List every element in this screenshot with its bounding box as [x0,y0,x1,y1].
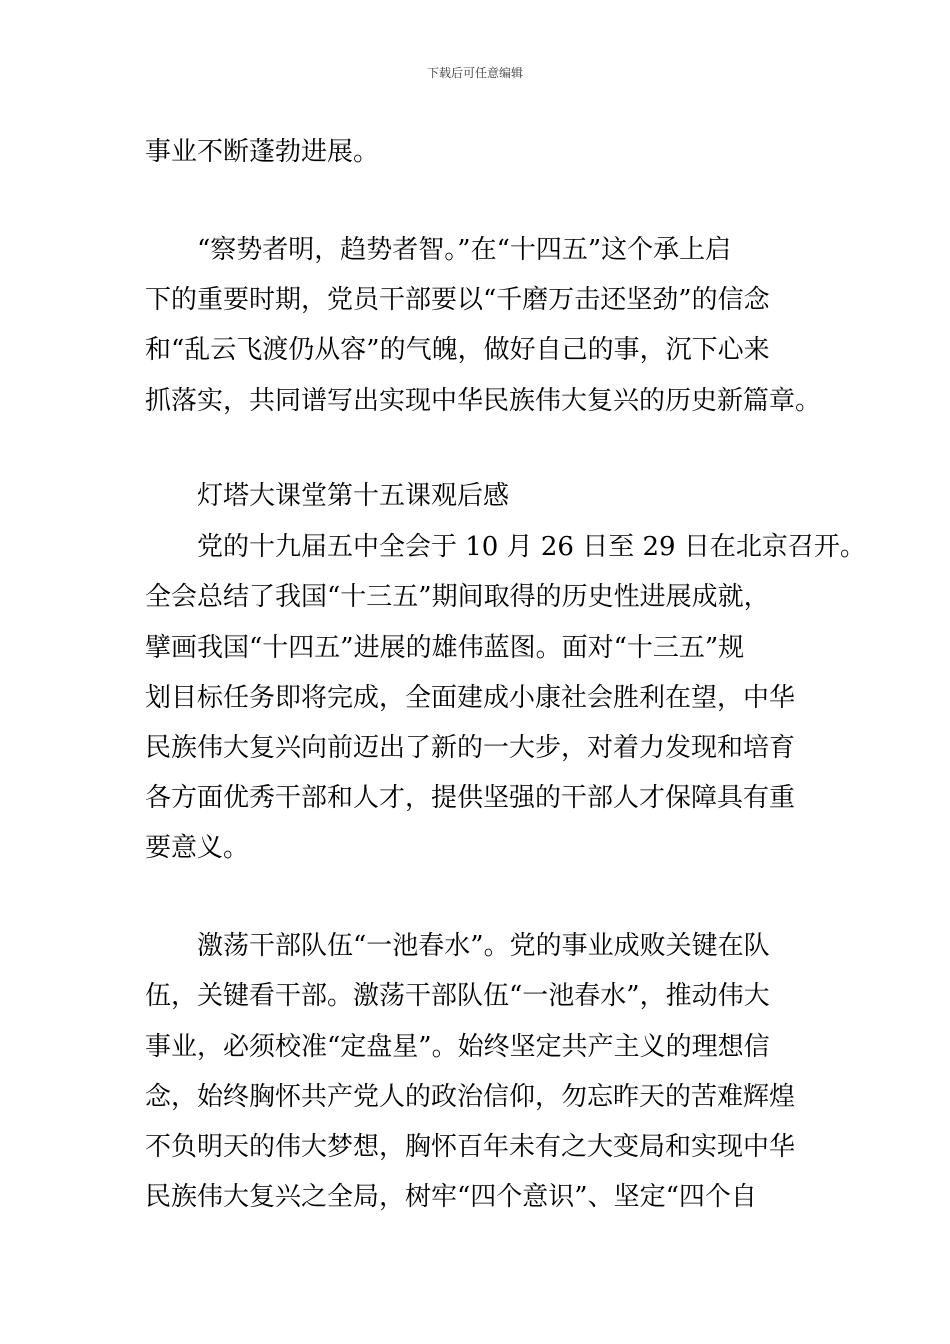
body-line: 和“乱云飞渡仍从容”的气魄，做好自己的事，沉下心来 [145,335,770,365]
body-line: 事业不断蓬勃进展。 [145,137,380,167]
body-line: 伍，关键看干部。激荡干部队伍“一池春水”，推动伟大 [145,981,770,1011]
page-header: 下载后可任意编辑 [426,66,523,80]
body-line: 民族伟大复兴之全局，树牢“四个意识”、坚定“四个自 [145,1182,757,1212]
body-line: 下的重要时期，党员干部要以“千磨万击还坚劲”的信念 [145,285,770,315]
body-line: 事业，必须校准“定盘星”。始终坚定共产主义的理想信 [145,1032,770,1062]
body-line: 激荡干部队伍“一池春水”。党的事业成败关键在队 [197,931,770,961]
body-line: 抓落实，共同谱写出实现中华民族伟大复兴的历史新篇章。 [145,386,822,416]
body-line: 念，始终胸怀共产党人的政治信仰，勿忘昨天的苦难辉煌 [145,1082,796,1112]
body-line: 划目标任务即将完成，全面建成小康社会胜利在望，中华 [145,683,796,713]
body-line: 要意义。 [145,833,250,863]
body-line: 不负明天的伟大梦想，胸怀百年未有之大变局和实现中华 [145,1132,796,1162]
section-title: 灯塔大课堂第十五课观后感 [197,481,510,511]
body-line: 全会总结了我国“十三五”期间取得的历史性进展成就， [145,582,770,612]
body-line: “察势者明，趋势者智。”在“十四五”这个承上启 [197,235,732,265]
body-line: 民族伟大复兴向前迈出了新的一大步，对着力发现和培育 [145,733,796,763]
body-line: 擘画我国“十四五”进展的雄伟蓝图。面对“十三五”规 [145,633,745,663]
body-line: 各方面优秀干部和人才，提供坚强的干部人才保障具有重 [145,783,796,813]
body-line: 党的十九届五中全会于 10 月 26 日至 29 日在北京召开。 [197,532,866,562]
